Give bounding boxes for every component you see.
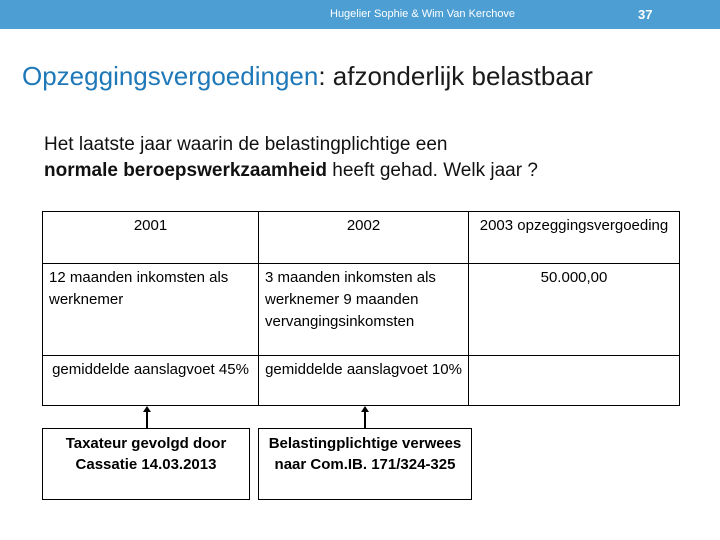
header-bar [0, 0, 720, 29]
slide-title [22, 61, 593, 92]
table-row [43, 356, 680, 406]
question-text [44, 132, 704, 184]
table-header-row [43, 212, 680, 264]
header-2001: 2001 [43, 212, 259, 264]
source-box-taxpayer: Belastingplichtige verwees naar Com.IB. 171/324-325 [258, 428, 472, 500]
question-line2: heeft gehad. Welk jaar ? [327, 160, 538, 181]
cell-income-2002: 3 maanden inkomsten als werknemer 9 maanden vervangingsinkomsten [259, 264, 469, 356]
author-text: Hugelier Sophie & Wim Van Kerchove [330, 8, 516, 20]
question-line1: Het laatste jaar waarin de belastingplichtige een [44, 134, 448, 155]
cell-empty-2003 [469, 356, 680, 406]
header-2002: 2002 [259, 212, 469, 264]
cell-rate-2002: gemiddelde aanslagvoet 10% [259, 356, 469, 406]
year-table [42, 211, 680, 406]
source-box-taxateur: Taxateur gevolgd door Cassatie 14.03.2013 [42, 428, 250, 500]
table-row [43, 264, 680, 356]
title-rest: : afzonderlijk belastbaar [318, 61, 593, 91]
cell-income-2001: 12 maanden inkomsten als werknemer [43, 264, 259, 356]
title-accent: Opzeggingsvergoedingen [22, 61, 319, 91]
page-number: 37 [638, 7, 653, 22]
arrow-line [146, 410, 148, 428]
cell-amount-2003: 50.000,00 [469, 264, 680, 356]
arrow-line [364, 410, 366, 428]
cell-rate-2001: gemiddelde aanslagvoet 45% [43, 356, 259, 406]
header-2003: 2003 opzeggingsvergoeding [469, 212, 680, 264]
question-bold: normale beroepswerkzaamheid [44, 160, 327, 181]
